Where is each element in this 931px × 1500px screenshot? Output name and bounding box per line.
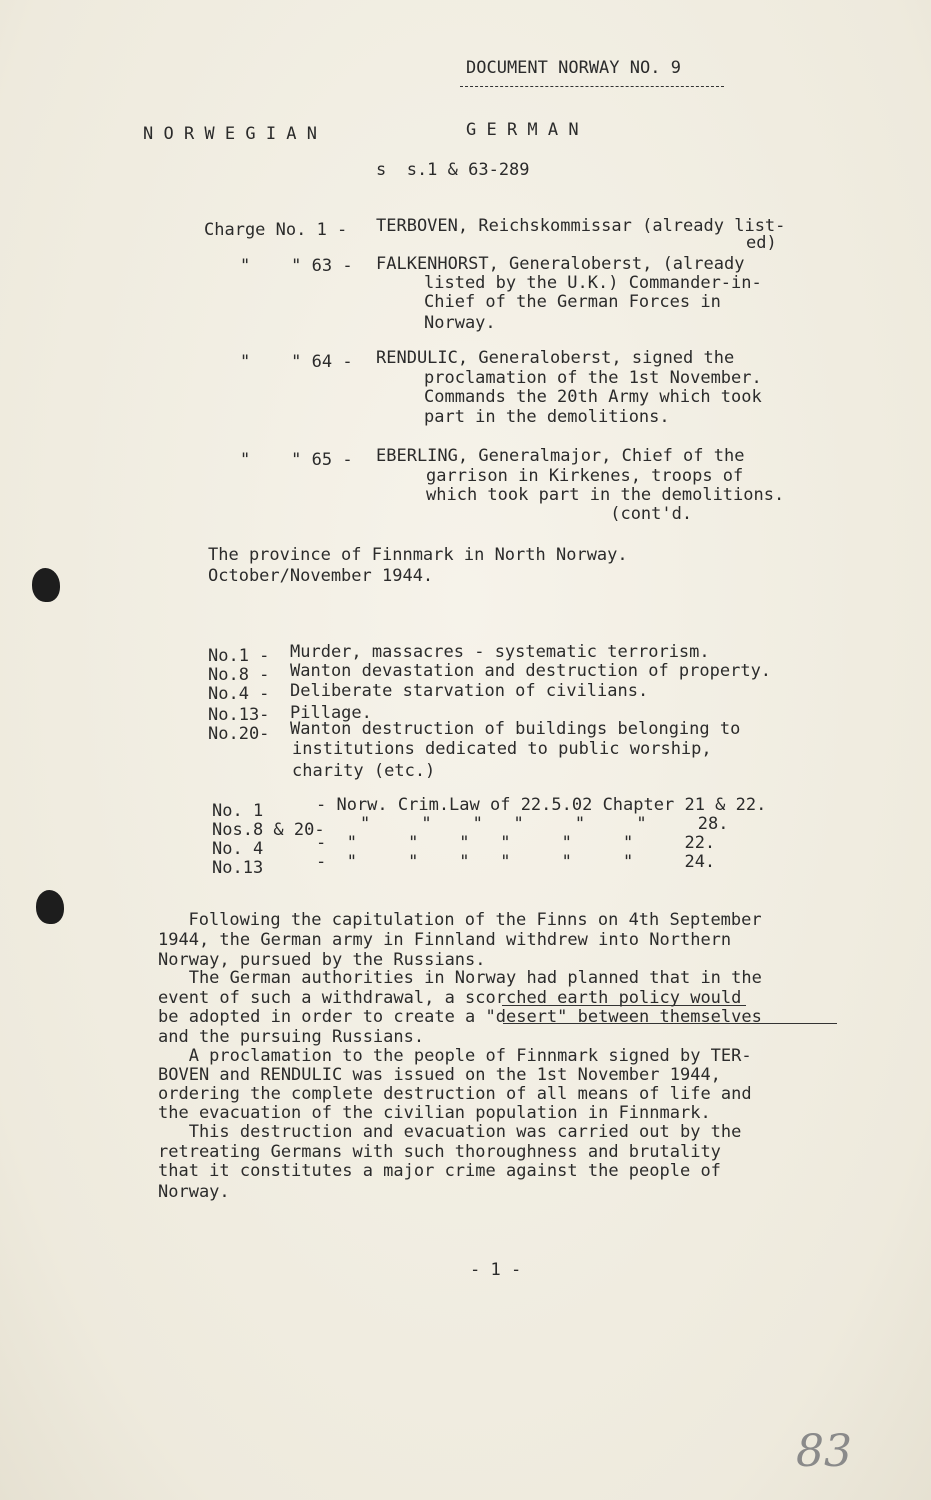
- body-line: The German authorities in Norway had planned that in the: [158, 968, 762, 988]
- crime-text: Deliberate starvation of civilians.: [290, 681, 649, 701]
- punch-hole-top: [32, 568, 60, 602]
- law-ref-text: " " " " " " 28.: [360, 814, 729, 834]
- charge-65-line-2: garrison in Kirkenes, troops of: [426, 466, 744, 486]
- body-line: the evacuation of the civilian population in Finnmark.: [158, 1103, 711, 1123]
- body-line: retreating Germans with such thoroughness and brutality: [158, 1142, 721, 1162]
- body-line: BOVEN and RENDULIC was issued on the 1st November 1944,: [158, 1065, 721, 1085]
- crime-text: institutions dedicated to public worship,: [292, 739, 712, 759]
- law-ref-text: - " " " " " " 24.: [316, 852, 716, 872]
- crime-text: charity (etc.): [292, 761, 436, 781]
- charge-63-line-1: FALKENHORST, Generaloberst, (already: [376, 254, 745, 274]
- crime-no: No.13-: [208, 705, 270, 725]
- law-ref-no: No.13: [212, 858, 264, 878]
- charge-63-line-2: listed by the U.K.) Commander-in-: [424, 273, 762, 293]
- charge-63-line-4: Norway.: [424, 313, 496, 333]
- charge-64-line-2: proclamation of the 1st November.: [424, 368, 762, 388]
- charge-64-label: " " 64 -: [240, 352, 353, 372]
- punch-hole-bottom: [36, 890, 64, 924]
- charge-64-line-1: RENDULIC, Generaloberst, signed the: [376, 348, 735, 368]
- law-ref-no: No. 1: [212, 801, 264, 821]
- page-number: - 1 -: [470, 1260, 522, 1280]
- crime-text: Wanton destruction of buildings belonging to: [290, 719, 741, 739]
- charge-1-text: TERBOVEN, Reichskommissar (already list-: [376, 216, 786, 236]
- body-line: Norway, pursued by the Russians.: [158, 950, 486, 970]
- law-ref-text: - Norw. Crim.Law of 22.5.02 Chapter 21 & 22.: [316, 795, 767, 815]
- crime-no: No.8 -: [208, 665, 270, 685]
- body-line: ordering the complete destruction of all means of life and: [158, 1084, 752, 1104]
- charge-65-line-4: (cont'd.: [426, 504, 693, 524]
- crime-text: Pillage.: [290, 703, 372, 723]
- body-line: be adopted in order to create a "desert" between themselves: [158, 1007, 762, 1027]
- handwritten-margin-number: 83: [796, 1426, 852, 1477]
- body-line: A proclamation to the people of Finnmark signed by TER-: [158, 1046, 752, 1066]
- charge-64-line-4: part in the demolitions.: [424, 407, 670, 427]
- header-rule: [460, 86, 724, 87]
- crime-no: No.1 -: [208, 646, 270, 666]
- subtitle: s s.1 & 63-289: [376, 160, 530, 180]
- charge-63-line-3: Chief of the German Forces in: [424, 292, 721, 312]
- charge-1-text-cont: ed): [746, 233, 777, 253]
- crime-text: Murder, massacres - systematic terrorism.: [290, 642, 710, 662]
- body-line: and the pursuing Russians.: [158, 1027, 425, 1047]
- law-ref-text: - " " " " " " 22.: [316, 833, 716, 853]
- column-heading-norwegian: N O R W E G I A N: [143, 124, 317, 144]
- place-line-2: October/November 1944.: [208, 566, 434, 586]
- charge-65-line-1: EBERLING, Generalmajor, Chief of the: [376, 446, 745, 466]
- crime-text: Wanton devastation and destruction of property.: [290, 661, 772, 681]
- charge-1-label: Charge No. 1 -: [204, 220, 348, 240]
- crime-no: No.20-: [208, 724, 270, 744]
- law-ref-no: No. 4: [212, 839, 264, 859]
- body-line: Norway.: [158, 1182, 230, 1202]
- underline-scorched-earth: [502, 1005, 746, 1006]
- body-line: 1944, the German army in Finnland withdrew into Northern: [158, 930, 732, 950]
- document-id: DOCUMENT NORWAY NO. 9: [466, 58, 681, 78]
- body-line: that it constitutes a major crime against the people of: [158, 1161, 721, 1181]
- crime-no: No.4 -: [208, 684, 270, 704]
- charge-63-label: " " 63 -: [240, 256, 353, 276]
- law-ref-no: Nos.8 & 20-: [212, 820, 325, 840]
- column-heading-german: G E R M A N: [466, 120, 579, 140]
- place-line-1: The province of Finnmark in North Norway.: [208, 545, 628, 565]
- charge-64-line-3: Commands the 20th Army which took: [424, 387, 762, 407]
- charge-65-line-3: which took part in the demolitions.: [426, 485, 785, 505]
- body-line: event of such a withdrawal, a scorched earth policy would: [158, 988, 742, 1008]
- body-line: Following the capitulation of the Finns on 4th September: [168, 910, 762, 930]
- charge-65-label: " " 65 -: [240, 450, 353, 470]
- body-line: This destruction and evacuation was carried out by the: [158, 1122, 742, 1142]
- underline-desert: [503, 1023, 837, 1024]
